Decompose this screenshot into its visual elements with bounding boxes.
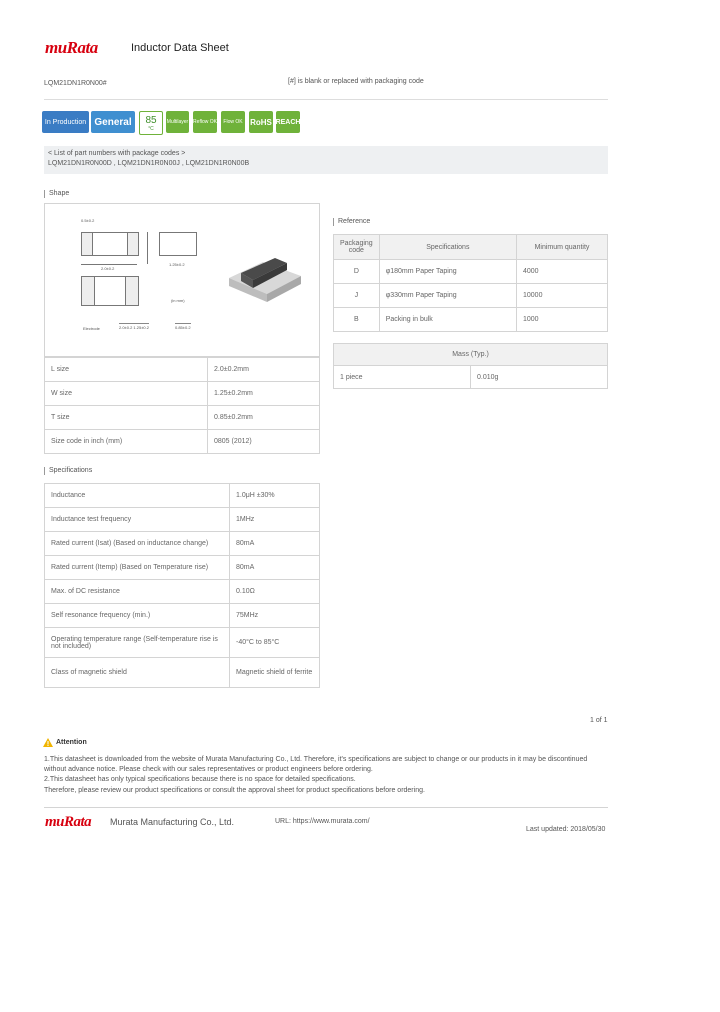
page-number: 1 of 1 — [590, 717, 608, 724]
chip-bottom-electrode-right — [125, 276, 139, 306]
temperature-badge: 85 °C — [139, 111, 163, 135]
part-list: LQM21DN1R0N00D , LQM21DN1R0N00J , LQM21DN1R0N00B — [48, 160, 250, 167]
reach-badge: REACH — [276, 111, 300, 133]
drawing-unit: (in mm) — [171, 298, 185, 303]
chip-bottom-electrode-left — [81, 276, 95, 306]
general-badge: General — [91, 111, 135, 133]
part-number: LQM21DN1R0N00# — [44, 80, 107, 87]
spec-row: Class of magnetic shield Magnetic shield of ferrite — [45, 658, 320, 688]
part-list-box — [44, 146, 608, 174]
murata-logo: muRata — [45, 38, 98, 57]
chip-top-electrode-left — [81, 232, 93, 256]
spec-row: Inductance 1.0μH ±30% — [45, 484, 320, 508]
in-production-badge: In Production — [42, 111, 89, 133]
reflow-badge: Reflow OK — [193, 111, 217, 133]
chip-side-view — [159, 232, 197, 256]
header-divider — [44, 99, 608, 100]
mass-table — [333, 343, 608, 389]
shape-row: T size 0.85±0.2mm — [45, 406, 320, 430]
company-url[interactable]: URL: https://www.murata.com/ — [275, 818, 370, 825]
dim-top: 0.5±0.2 — [81, 218, 95, 223]
height-dim-line — [147, 232, 148, 264]
attention-line: without advance notice. Please check with our sales representatives or product engineers before ordering. — [44, 766, 373, 773]
spec-row: Inductance test frequency 1MHz — [45, 508, 320, 532]
warning-icon — [43, 738, 53, 747]
spec-row: Operating temperature range (Self-temperature rise is not included) -40°C to 85°C — [45, 628, 320, 658]
chip-3d-illustration — [225, 256, 305, 306]
chip-top-electrode-right — [127, 232, 139, 256]
length-dim: 2.0±0.2 — [101, 266, 115, 271]
attention-line: 1.This datasheet is downloaded from the website of Murata Manufacturing Co., Ltd. Therefore, it's specifications are subject to change or our products in it may be discontinued — [44, 756, 588, 763]
shape-section-label: Shape — [44, 190, 69, 198]
footer-murata-logo: muRata — [45, 814, 92, 830]
reference-row: D φ180mm Paper Taping 4000 — [334, 260, 608, 284]
part-number-note: [#] is blank or replaced with packaging code — [288, 78, 424, 85]
multilayer-badge: Multilayer — [166, 111, 189, 133]
length-dim-line — [81, 264, 137, 265]
spec-row: Self resonance frequency (min.) 75MHz — [45, 604, 320, 628]
height-dim: 1.25±0.2 — [169, 262, 185, 267]
company-name: Murata Manufacturing Co., Ltd. — [110, 817, 235, 827]
reference-section-label: Reference — [333, 218, 370, 226]
rohs-badge: RoHS — [249, 111, 273, 133]
spec-row: Max. of DC resistance 0.10Ω — [45, 580, 320, 604]
shape-row: L size 2.0±0.2mm — [45, 358, 320, 382]
attention-title: Attention — [56, 739, 87, 746]
part-list-heading: < List of part numbers with package codes > — [48, 150, 186, 157]
mass-header-row: Mass (Typ.) — [334, 344, 608, 366]
attention-line: Therefore, please review our product specifications or consult the approval sheet for product specifications before ordering. — [44, 787, 425, 794]
shape-row: Size code in inch (mm) 0805 (2012) — [45, 430, 320, 454]
attention-line: 2.This datasheet has only typical specifications because there is no space for detailed specifications. — [44, 776, 356, 783]
shape-table — [44, 357, 320, 454]
shape-row: W size 1.25±0.2mm — [45, 382, 320, 406]
footer-divider — [44, 807, 608, 808]
page-title: Inductor Data Sheet — [131, 42, 229, 54]
mass-row: 1 piece 0.010g — [334, 366, 608, 389]
spec-row: Rated current (Isat) (Based on inductance change) 80mA — [45, 532, 320, 556]
reference-header-row: Packaging code Specifications Minimum quantity — [334, 235, 608, 260]
tolerance-a: 2.0±0.2 1.25±0.2 — [119, 325, 149, 330]
reference-row: B Packing in bulk 1000 — [334, 308, 608, 332]
reference-row: J φ330mm Paper Taping 10000 — [334, 284, 608, 308]
specifications-section-label: Specifications — [44, 467, 92, 475]
specifications-table — [44, 483, 320, 688]
flow-badge: Flow OK — [221, 111, 245, 133]
reference-table — [333, 234, 608, 332]
spec-row: Rated current (Itemp) (Based on Temperature rise) 80mA — [45, 556, 320, 580]
electrode-note: Electrode — [83, 326, 100, 331]
tolerance-b: 0.85±0.2 — [175, 325, 191, 330]
shape-drawing-box — [44, 203, 320, 357]
last-updated: Last updated: 2018/05/30 — [526, 826, 606, 833]
